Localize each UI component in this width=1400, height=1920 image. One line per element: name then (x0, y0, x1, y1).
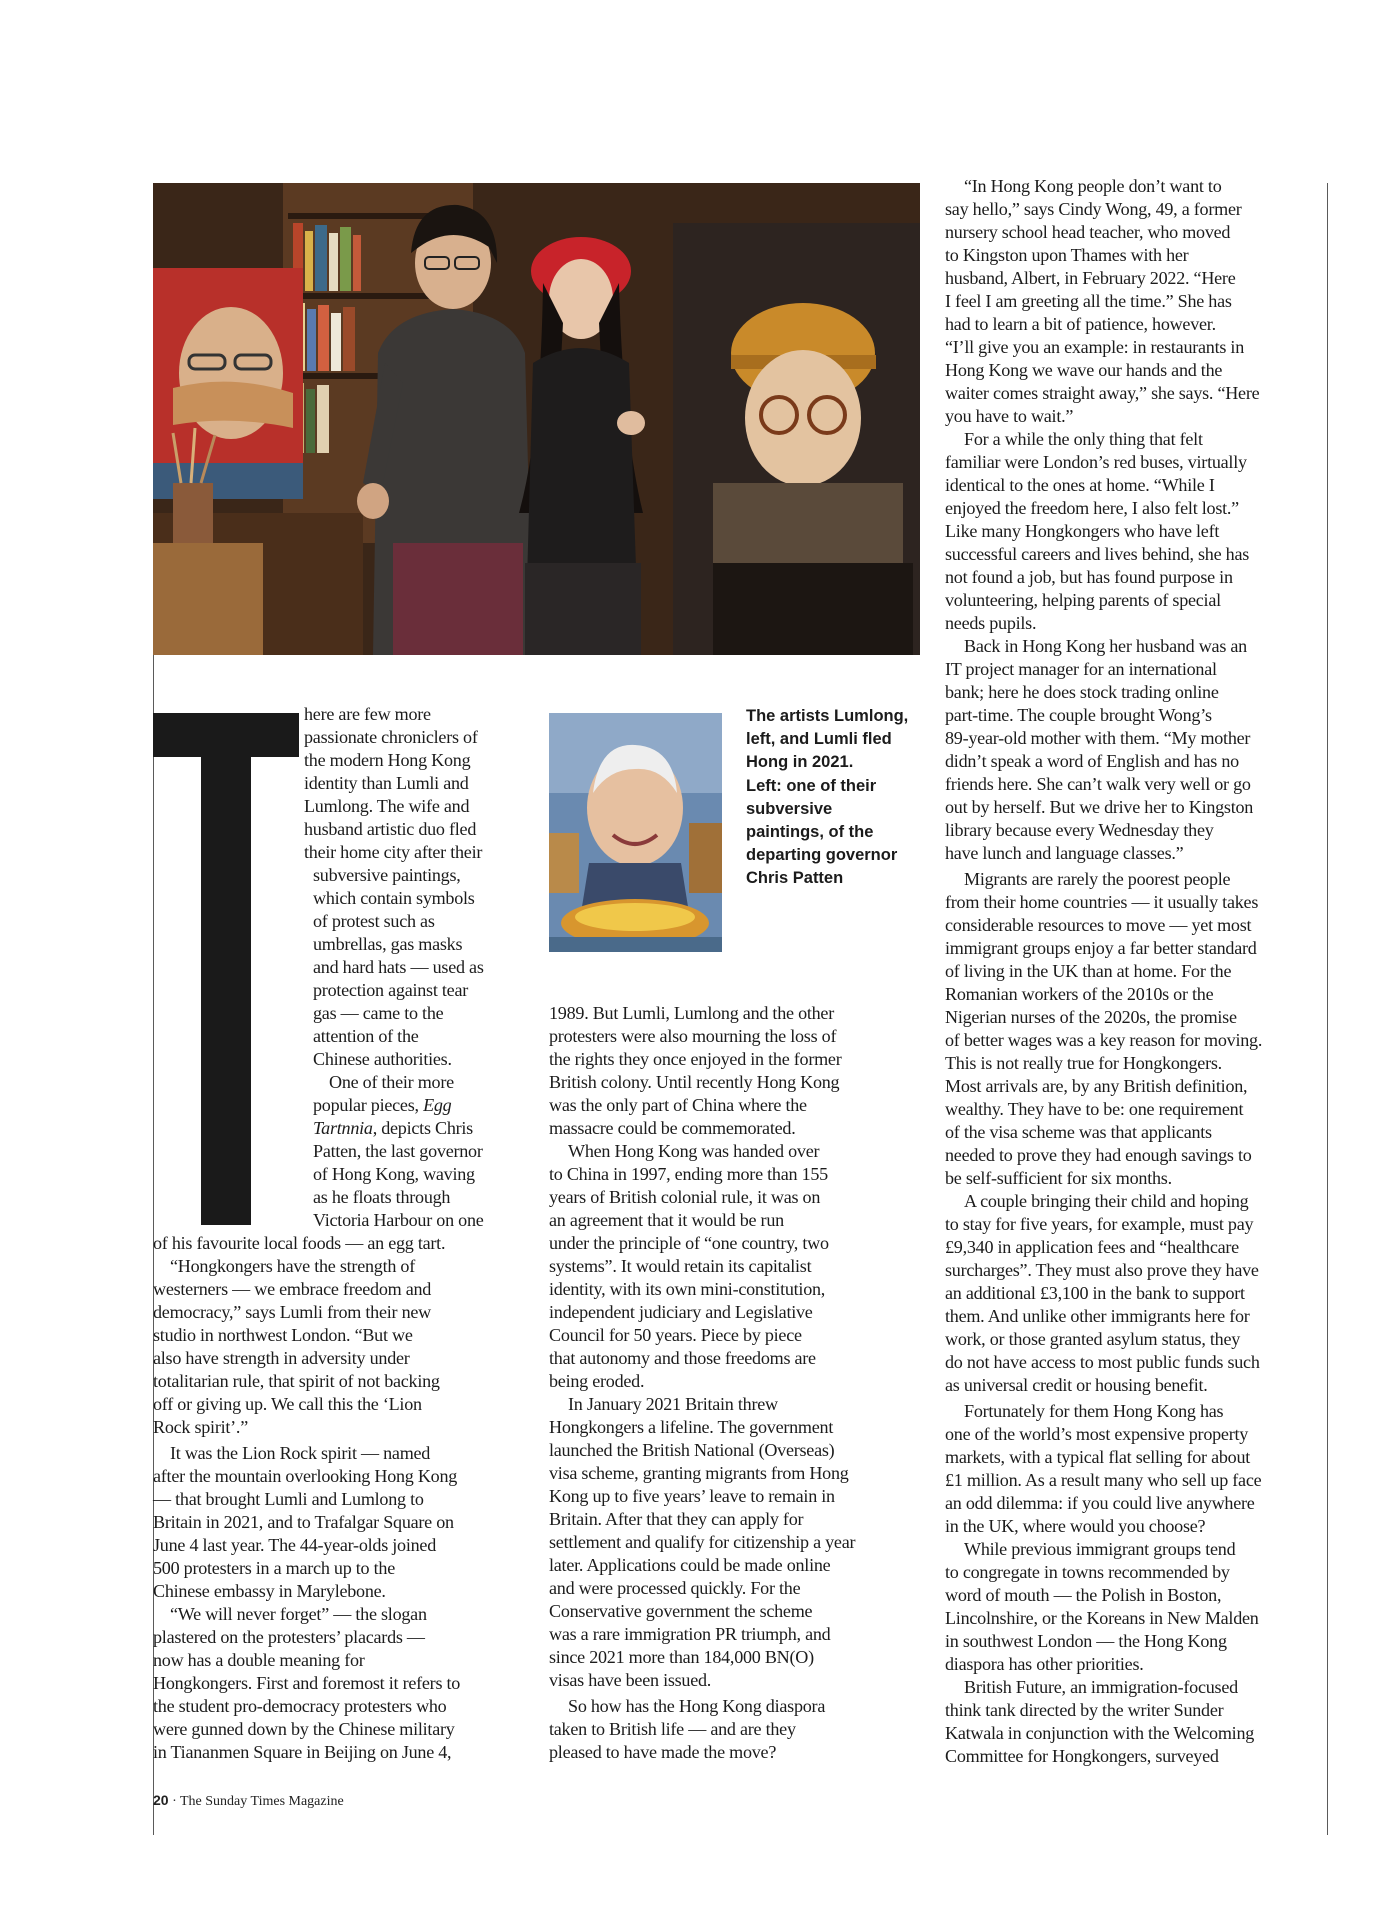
text-line: Patten, the last governor (313, 1141, 483, 1161)
text-line: Committee for Hongkongers, surveyed (945, 1746, 1219, 1766)
text-line: and were processed quickly. For the (549, 1578, 801, 1598)
caption-line: paintings, of the (746, 823, 874, 842)
text-line: studio in northwest London. “But we (153, 1325, 413, 1345)
text-line: from their home countries — it usually takes (945, 892, 1259, 912)
text-line: independent judiciary and Legislative (549, 1302, 813, 1322)
text-line: in southwest London — the Hong Kong (945, 1631, 1227, 1651)
text-line: them. And unlike other immigrants here for (945, 1306, 1250, 1326)
caption-line: Chris Patten (746, 869, 844, 888)
text-line: an agreement that it would be run (549, 1210, 784, 1230)
text-line: Britain in 2021, and to Trafalgar Square on (153, 1512, 454, 1532)
photo-caption (746, 705, 922, 891)
text-line: word of mouth — the Polish in Boston, (945, 1585, 1222, 1605)
text-line: popular pieces, Egg (313, 1095, 452, 1115)
column-rule-right (1327, 183, 1328, 1835)
text-line: protection against tear (313, 980, 469, 1000)
text-line: “Hongkongers have the strength of (170, 1256, 415, 1276)
text-line: identical to the ones at home. “While I (945, 475, 1215, 495)
text-line: an odd dilemma: if you could live anywhere (945, 1493, 1255, 1513)
text-line: Kong up to five years’ leave to remain in (549, 1486, 835, 1506)
text-line: of protest such as (313, 911, 435, 931)
text-line: Lincolnshire, or the Koreans in New Malden (945, 1608, 1259, 1628)
text-line: an additional £3,100 in the bank to support (945, 1283, 1245, 1303)
text-line: While previous immigrant groups tend (964, 1539, 1236, 1559)
text-line: visas have been issued. (549, 1670, 712, 1690)
text-line: “I’ll give you an example: in restaurants in (945, 337, 1245, 357)
text-line: — that brought Lumli and Lumlong to (153, 1489, 424, 1509)
text-line: surcharges”. They must also prove they have (945, 1260, 1259, 1280)
text-line: years of British colonial rule, it was on (549, 1187, 821, 1207)
text-line: One of their more (329, 1072, 454, 1092)
text-line: A couple bringing their child and hoping (964, 1191, 1249, 1211)
text-line: volunteering, helping parents of special (945, 590, 1221, 610)
text-line: enjoyed the freedom here, I also felt lost.” (945, 498, 1239, 518)
text-line: being eroded. (549, 1371, 645, 1391)
text-line: So how has the Hong Kong diaspora (568, 1696, 826, 1716)
text-line: taken to British life — and are they (549, 1719, 796, 1739)
text-line: didn’t speak a word of English and has no (945, 751, 1239, 771)
text-line: Back in Hong Kong her husband was an (964, 636, 1247, 656)
text-line: think tank directed by the writer Sunder (945, 1700, 1224, 1720)
text-line: Council for 50 years. Piece by piece (549, 1325, 802, 1345)
text-line: here are few more (304, 704, 431, 724)
text-line: settlement and qualify for citizenship a year (549, 1532, 856, 1552)
text-line: part-time. The couple brought Wong’s (945, 705, 1212, 725)
text-line: familiar were London’s red buses, virtually (945, 452, 1247, 472)
text-line: the modern Hong Kong (304, 750, 471, 770)
text-line: do not have access to most public funds such (945, 1352, 1260, 1372)
text-line: Hongkongers. First and foremost it refers to (153, 1673, 461, 1693)
text-line: This is not really true for Hongkongers. (945, 1053, 1222, 1073)
text-line: “In Hong Kong people don’t want to (964, 176, 1222, 196)
text-line: in Tiananmen Square in Beijing on June 4, (153, 1742, 452, 1762)
text-line: to stay for five years, for example, must pay (945, 1214, 1254, 1234)
text-line: 89-year-old mother with them. “My mother (945, 728, 1251, 748)
text-line: not found a job, but has found purpose in (945, 567, 1233, 587)
text-line: Chinese embassy in Marylebone. (153, 1581, 386, 1601)
text-line: protesters were also mourning the loss of (549, 1026, 837, 1046)
text-line: to Kingston upon Thames with her (945, 245, 1189, 265)
text-line: gas — came to the (313, 1003, 444, 1023)
text-line: Like many Hongkongers who have left (945, 521, 1220, 541)
text-line: Romanian workers of the 2010s or the (945, 984, 1214, 1004)
text-line: Migrants are rarely the poorest people (964, 869, 1231, 889)
page-number: 20 (153, 1792, 169, 1808)
text-line: Hong Kong we wave our hands and the (945, 360, 1223, 380)
text-line: Nigerian nurses of the 2020s, the promise (945, 1007, 1237, 1027)
text-line: markets, with a typical flat selling for about (945, 1447, 1251, 1467)
text-line: diaspora has other priorities. (945, 1654, 1144, 1674)
text-line: which contain symbols (313, 888, 475, 908)
text-line: waiter comes straight away,” she says. “Here (945, 383, 1260, 403)
text-line: £9,340 in application fees and “healthcare (945, 1237, 1239, 1257)
text-line: have lunch and language classes.” (945, 843, 1184, 863)
text-line: Rock spirit’.” (153, 1417, 248, 1437)
text-line: Most arrivals are, by any British definition, (945, 1076, 1248, 1096)
text-line: pleased to have made the move? (549, 1742, 777, 1762)
text-line: wealthy. They have to be: one requirement (945, 1099, 1244, 1119)
text-line: of the visa scheme was that applicants (945, 1122, 1212, 1142)
text-line: was the only part of China where the (549, 1095, 807, 1115)
text-line: be self-sufficient for six months. (945, 1168, 1172, 1188)
text-line: were gunned down by the Chinese military (153, 1719, 455, 1739)
text-line: £1 million. As a result many who sell up face (945, 1470, 1262, 1490)
drop-cap (153, 713, 299, 1225)
text-line: plastered on the protesters’ placards — (153, 1627, 425, 1647)
artists-studio-photo (153, 183, 920, 655)
caption-line: subversive (746, 799, 833, 818)
text-line: husband, Albert, in February 2022. “Here (945, 268, 1236, 288)
text-line: Conservative government the scheme (549, 1601, 813, 1621)
text-line: launched the British National (Overseas) (549, 1440, 835, 1460)
text-line: considerable resources to move — yet most (945, 915, 1252, 935)
text-line: as he floats through (313, 1187, 451, 1207)
text-line: now has a double meaning for (153, 1650, 365, 1670)
text-line: one of the world’s most expensive property (945, 1424, 1249, 1444)
text-line: I feel I am greeting all the time.” She has (945, 291, 1232, 311)
text-line: bank; here he does stock trading online (945, 682, 1219, 702)
text-line: as universal credit or housing benefit. (945, 1375, 1208, 1395)
text-line: in the UK, where would you choose? (945, 1516, 1206, 1536)
footer-separator: · (172, 1794, 177, 1809)
text-line: the student pro-democracy protesters who (153, 1696, 447, 1716)
text-line: “We will never forget” — the slogan (170, 1604, 427, 1624)
text-line: of better wages was a key reason for moving. (945, 1030, 1263, 1050)
text-line: that autonomy and those freedoms are (549, 1348, 816, 1368)
text-line: to China in 1997, ending more than 155 (549, 1164, 828, 1184)
text-line: of living in the UK than at home. For the (945, 961, 1232, 981)
text-line: you have to wait.” (945, 406, 1074, 426)
text-line: IT project manager for an international (945, 659, 1217, 679)
publication-name: The Sunday Times Magazine (180, 1794, 344, 1809)
text-line: successful careers and lives behind, she has (945, 544, 1250, 564)
text-line: needs pupils. (945, 613, 1037, 633)
text-line: Fortunately for them Hong Kong has (964, 1401, 1224, 1421)
text-line: Katwala in conjunction with the Welcoming (945, 1723, 1255, 1743)
text-line: had to learn a bit of patience, however. (945, 314, 1216, 334)
text-line: friends here. She can’t walk very well or go (945, 774, 1251, 794)
text-line: It was the Lion Rock spirit — named (170, 1443, 431, 1463)
caption-line: left, and Lumli fled (746, 730, 892, 749)
text-line: Victoria Harbour on one (313, 1210, 484, 1230)
text-line: library because every Wednesday they (945, 820, 1214, 840)
text-line: massacre could be commemorated. (549, 1118, 796, 1138)
text-line: Lumlong. The wife and (304, 796, 470, 816)
caption-line: Hong in 2021. (746, 753, 854, 772)
text-line: Britain. After that they can apply for (549, 1509, 804, 1529)
text-line: June 4 last year. The 44-year-olds joined (153, 1535, 436, 1555)
caption-line: The artists Lumlong, (746, 707, 909, 725)
text-line: visa scheme, granting migrants from Hong (549, 1463, 849, 1483)
text-line: subversive paintings, (313, 865, 461, 885)
text-line: attention of the (313, 1026, 419, 1046)
text-line: was a rare immigration PR triumph, and (549, 1624, 831, 1644)
text-line: For a while the only thing that felt (964, 429, 1203, 449)
text-line: When Hong Kong was handed over (568, 1141, 820, 1161)
text-line: later. Applications could be made online (549, 1555, 831, 1575)
text-line: totalitarian rule, that spirit of not backing (153, 1371, 440, 1391)
text-line: their home city after their (304, 842, 483, 862)
text-line: Tartnnia, depicts Chris (313, 1118, 473, 1138)
text-line: off or giving up. We call this the ‘Lion (153, 1394, 422, 1414)
text-line: systems”. It would retain its capitalist (549, 1256, 812, 1276)
text-line: 1989. But Lumli, Lumlong and the other (549, 1003, 834, 1023)
text-line: work, or those granted asylum status, they (945, 1329, 1241, 1349)
caption-line: departing governor (746, 846, 898, 865)
text-line: Chinese authorities. (313, 1049, 452, 1069)
text-line: of Hong Kong, waving (313, 1164, 475, 1184)
text-line: out by herself. But we drive her to Kingston (945, 797, 1254, 817)
text-line: the rights they once enjoyed in the former (549, 1049, 842, 1069)
text-line: to congregate in towns recommended by (945, 1562, 1230, 1582)
text-line: say hello,” says Cindy Wong, 49, a former (945, 199, 1242, 219)
text-line: British colony. Until recently Hong Kong (549, 1072, 840, 1092)
text-line: and hard hats — used as (313, 957, 484, 977)
text-line: identity, with its own mini-constitution, (549, 1279, 826, 1299)
text-line: westerners — we embrace freedom and (153, 1279, 432, 1299)
text-line: 500 protesters in a march up to the (153, 1558, 395, 1578)
page-footer (153, 1792, 344, 1810)
text-line: nursery school head teacher, who moved (945, 222, 1231, 242)
text-line: In January 2021 Britain threw (568, 1394, 778, 1414)
text-line: husband artistic duo fled (304, 819, 477, 839)
text-line: needed to prove they had enough savings to (945, 1145, 1252, 1165)
text-line: of his favourite local foods — an egg tart. (153, 1233, 446, 1253)
text-line: after the mountain overlooking Hong Kong (153, 1466, 458, 1486)
text-line: umbrellas, gas masks (313, 934, 463, 954)
text-line: since 2021 more than 184,000 BN(O) (549, 1647, 814, 1667)
text-line: passionate chroniclers of (304, 727, 478, 747)
text-line: identity than Lumli and (304, 773, 469, 793)
egg-tart-painting (549, 713, 722, 952)
text-line: democracy,” says Lumli from their new (153, 1302, 431, 1322)
text-line: immigrant groups enjoy a far better standard (945, 938, 1257, 958)
caption-line: Left: one of their (746, 776, 877, 795)
text-line: also have strength in adversity under (153, 1348, 410, 1368)
text-line: under the principle of “one country, two (549, 1233, 829, 1253)
text-line: Hongkongers a lifeline. The government (549, 1417, 834, 1437)
text-line: British Future, an immigration-focused (964, 1677, 1238, 1697)
